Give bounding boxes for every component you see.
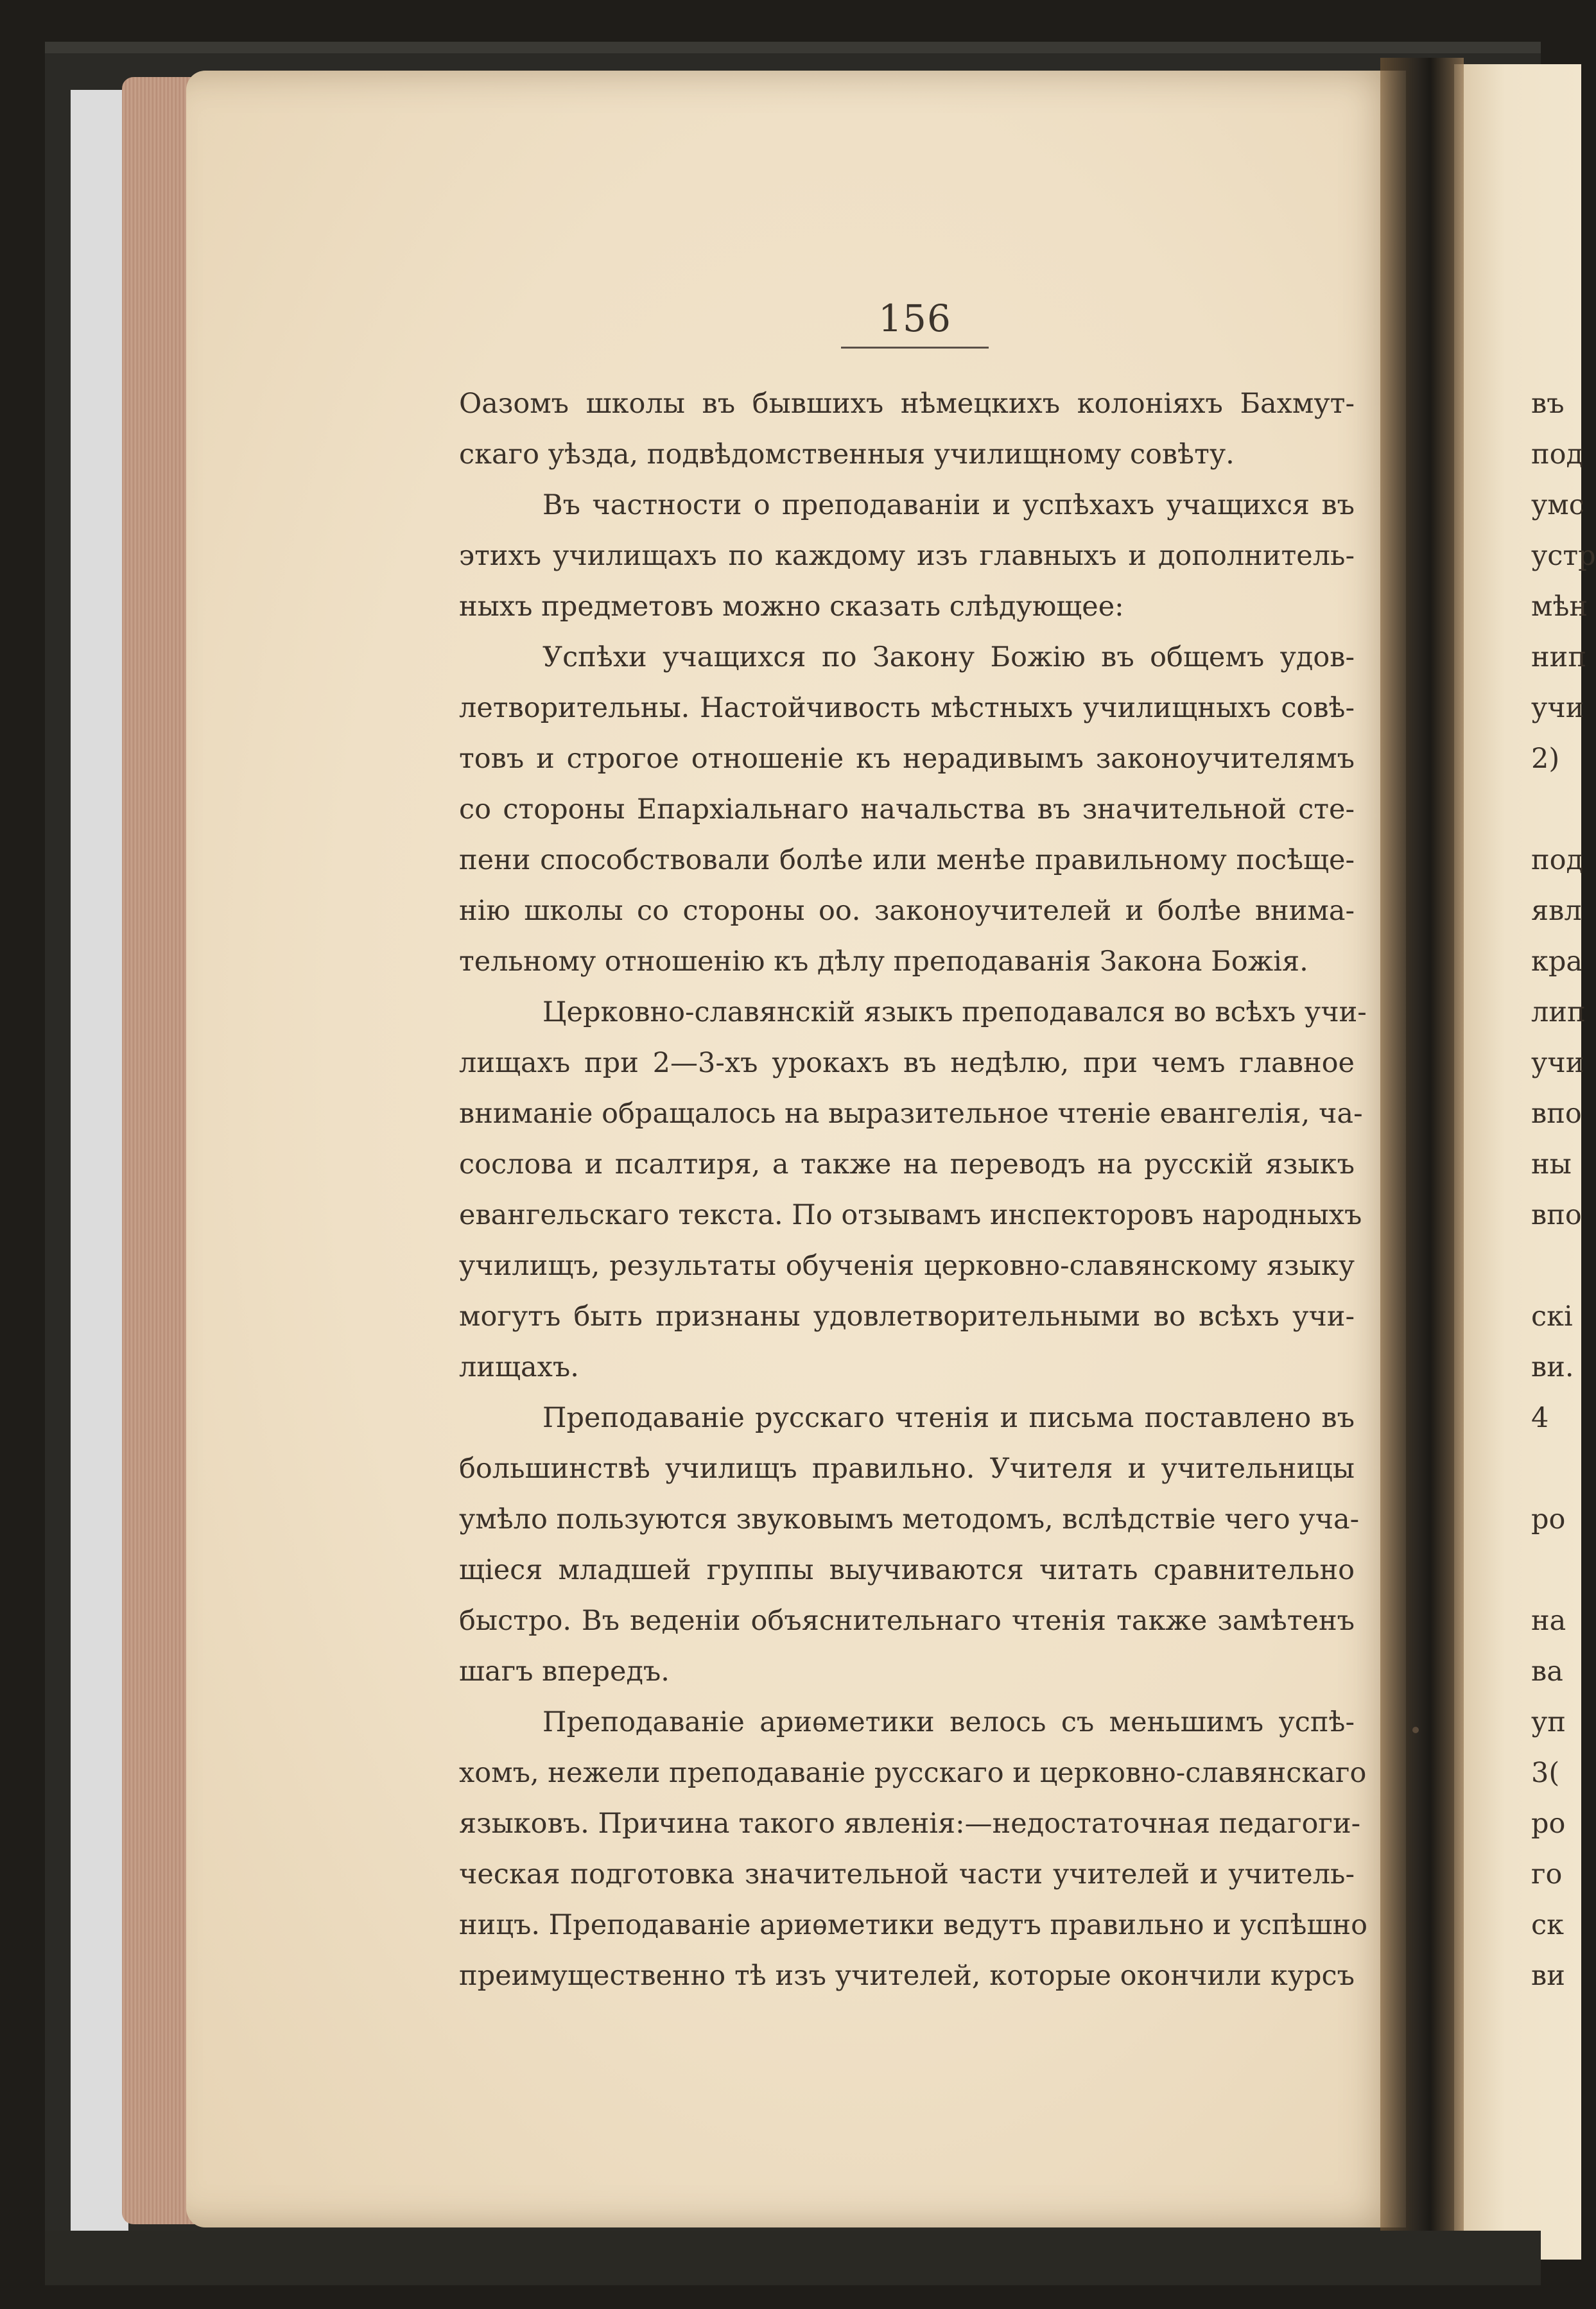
facing-page-fragment: мѣн xyxy=(1531,591,1588,623)
facing-page-fragment: ск xyxy=(1531,1909,1564,1941)
text-line: Оазомъ школы въ бывшихъ нѣмецкихъ колоніяхъ Бахмут- xyxy=(459,388,1355,420)
facing-page-fragment: нип xyxy=(1531,641,1586,673)
facing-page-fragment: 4 xyxy=(1531,1402,1549,1434)
text-line: умѣло пользуются звуковымъ методомъ, вслѣдствіе чего уча- xyxy=(459,1503,1360,1535)
text-line: Въ частности о преподаваніи и успѣхахъ учащихся въ xyxy=(542,489,1355,521)
text-line: шагъ впередъ. xyxy=(459,1656,670,1688)
facing-page-fragment: 3( xyxy=(1531,1757,1560,1789)
facing-page-fragment: явл xyxy=(1531,895,1582,927)
text-line: летворительны. Настойчивость мѣстныхъ училищныхъ совѣ- xyxy=(459,692,1355,724)
endpaper-strip xyxy=(71,90,128,2231)
facing-page-fragment: под xyxy=(1531,844,1584,876)
text-line: Преподаваніе ариѳметики велось съ меньшимъ успѣ- xyxy=(542,1706,1355,1738)
text-line: ныхъ предметовъ можно сказать слѣдующее: xyxy=(459,591,1124,623)
facing-page-fragment: ро xyxy=(1531,1808,1566,1840)
text-line: хомъ, нежели преподаваніе русскаго и церковно-славянскаго xyxy=(459,1757,1367,1789)
facing-page-fragment xyxy=(1531,1444,1581,1494)
cover-top-edge xyxy=(45,42,1541,53)
text-line: нію школы со стороны оо. законоучителей и болѣе внима- xyxy=(459,895,1355,927)
facing-page-fragment: ро xyxy=(1531,1503,1566,1535)
facing-page-fragment: ви. xyxy=(1531,1351,1574,1383)
text-line: тельному отношенію къ дѣлу преподаванія Закона Божія. xyxy=(459,946,1308,978)
text-line: евангельскаго текста. По отзывамъ инспекторовъ народныхъ xyxy=(459,1199,1362,1231)
text-line: скаго уѣзда, подвѣдомственныя училищному совѣту. xyxy=(459,438,1235,471)
facing-page-fragment: кра xyxy=(1531,946,1583,978)
facing-page-fragment: лип xyxy=(1531,996,1586,1028)
facing-page-fragment xyxy=(1531,1545,1581,1596)
facing-page-fragment: уп xyxy=(1531,1706,1566,1738)
body-text xyxy=(459,379,1367,2002)
facing-page-fragment: ви xyxy=(1531,1960,1565,1992)
text-line: ческая подготовка значительной части учителей и учитель- xyxy=(459,1858,1355,1890)
text-line: этихъ училищахъ по каждому изъ главныхъ и дополнитель- xyxy=(459,540,1355,572)
text-line: лищахъ при 2—3-хъ урокахъ въ недѣлю, при чемъ главное xyxy=(459,1047,1355,1079)
cover-bottom-edge xyxy=(45,2231,1541,2285)
facing-page-fragment: учи xyxy=(1531,692,1584,724)
facing-page-fragment: въ xyxy=(1531,388,1565,420)
text-line: языковъ. Причина такого явленія:—недостаточная педагоги- xyxy=(459,1808,1361,1840)
text-line: большинствѣ училищъ правильно. Учителя и учительницы xyxy=(459,1453,1355,1485)
text-line: училищъ, результаты обученія церковно-славянскому языку xyxy=(459,1250,1355,1282)
text-line: ницъ. Преподаваніе ариѳметики ведутъ правильно и успѣшно xyxy=(459,1909,1367,1941)
book-gutter xyxy=(1380,58,1464,2253)
facing-page-fragment: впо xyxy=(1531,1098,1582,1130)
text-line: быстро. Въ веденіи объяснительнаго чтенія также замѣтенъ xyxy=(459,1605,1355,1637)
facing-page-fragment: впо xyxy=(1531,1199,1582,1231)
text-line: товъ и строгое отношеніе къ нерадивымъ законоучителямъ xyxy=(459,743,1355,775)
text-line: вниманіе обращалось на выразительное чтеніе евангелія, ча- xyxy=(459,1098,1363,1130)
text-line: преимущественно тѣ изъ учителей, которые окончили курсъ xyxy=(459,1960,1355,1992)
text-line: щіеся младшей группы выучиваются читать сравнительно xyxy=(459,1554,1355,1586)
facing-page-fragment: ны xyxy=(1531,1148,1572,1180)
text-line: Церковно-славянскій языкъ преподавался во всѣхъ учи- xyxy=(542,996,1367,1028)
facing-page-text xyxy=(1531,379,1596,2002)
facing-page-fragment: учи xyxy=(1531,1047,1584,1079)
facing-page-fragment: го xyxy=(1531,1858,1563,1890)
facing-page-fragment: устр xyxy=(1531,540,1596,572)
text-line: сослова и псалтиря, а также на переводъ на русскій языкъ xyxy=(459,1148,1355,1180)
text-line: Преподаваніе русскаго чтенія и письма поставлено въ xyxy=(542,1402,1355,1434)
facing-page-fragment: ва xyxy=(1531,1656,1563,1688)
page-number-rule xyxy=(841,347,989,349)
facing-page-fragment: умс xyxy=(1531,489,1584,521)
facing-page-fragment: скі xyxy=(1531,1301,1573,1333)
text-line: могутъ быть признаны удовлетворительными во всѣхъ учи- xyxy=(459,1301,1355,1333)
text-line: пени способствовали болѣе или менѣе правильному посѣще- xyxy=(459,844,1355,876)
facing-page-fragment xyxy=(1531,784,1581,835)
text-line: со стороны Епархіальнаго начальства въ значительной сте- xyxy=(459,793,1355,826)
facing-page-fragment: под xyxy=(1531,438,1584,471)
facing-page-fragment xyxy=(1531,1241,1581,1292)
text-line: Успѣхи учащихся по Закону Божію въ общемъ удов- xyxy=(542,641,1355,673)
facing-page-fragment: на xyxy=(1531,1605,1566,1637)
ink-speck xyxy=(1412,1727,1419,1733)
text-line: лищахъ. xyxy=(459,1351,579,1383)
page-number: 156 xyxy=(878,297,951,340)
facing-page-fragment: 2) xyxy=(1531,743,1560,775)
